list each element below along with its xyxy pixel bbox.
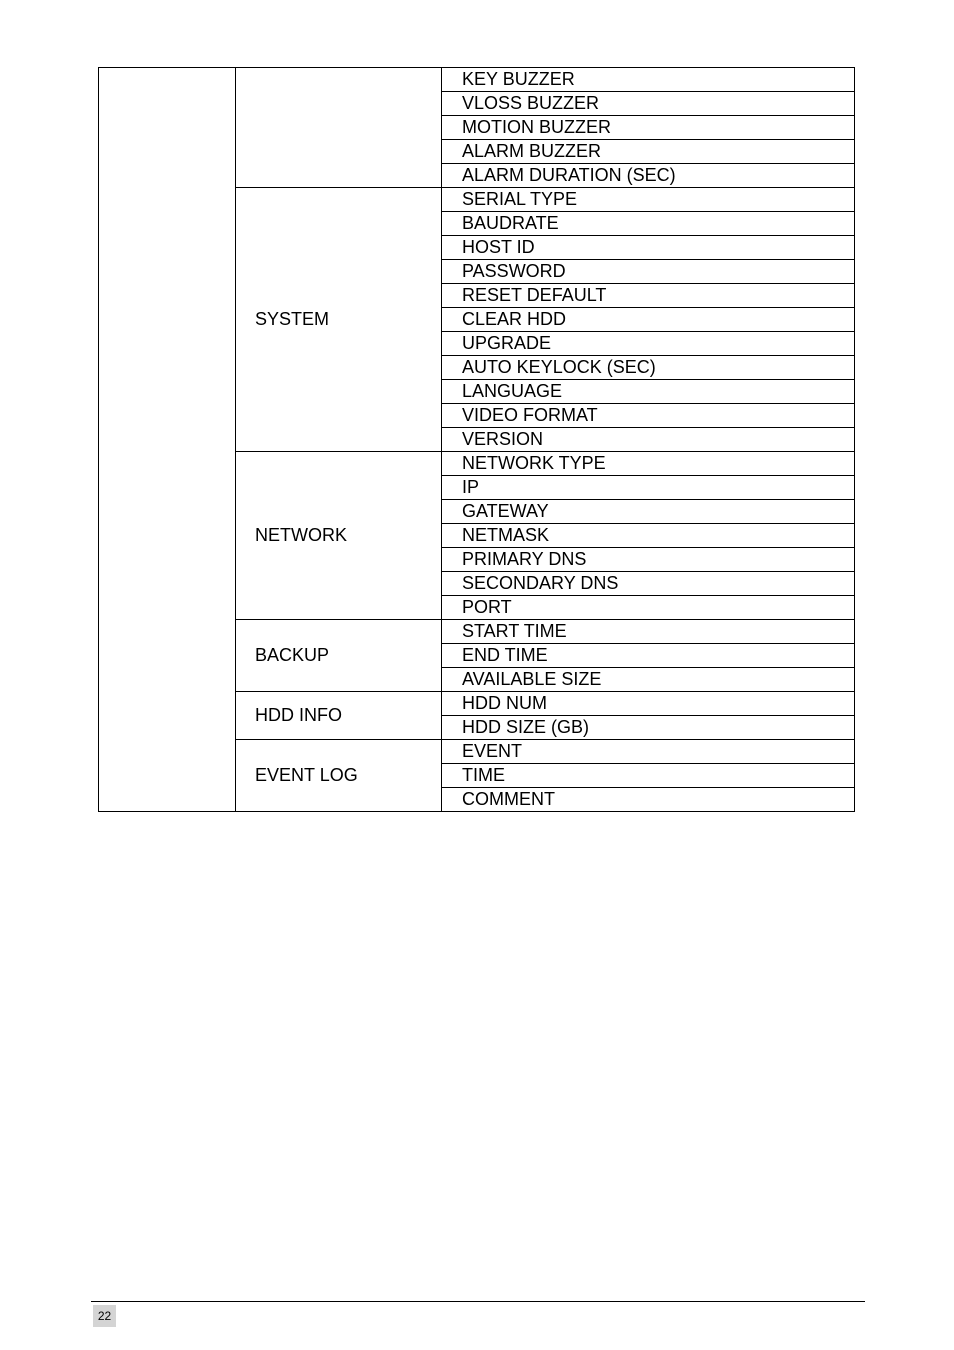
menu-item-cell: VIDEO FORMAT xyxy=(442,404,855,428)
menu-item-cell: SERIAL TYPE xyxy=(442,188,855,212)
menu-item-cell: HDD NUM xyxy=(442,692,855,716)
submenu-cell-alarm xyxy=(236,68,442,188)
menu-item-cell: NETMASK xyxy=(442,524,855,548)
menu-item-cell: BAUDRATE xyxy=(442,212,855,236)
menu-item-cell: UPGRADE xyxy=(442,332,855,356)
menu-item-cell: EVENT xyxy=(442,740,855,764)
menu-item-cell: TIME xyxy=(442,764,855,788)
page-number: 22 xyxy=(93,1305,116,1327)
menu-item-cell: COMMENT xyxy=(442,788,855,812)
menu-item-cell: CLEAR HDD xyxy=(442,308,855,332)
menu-item-cell: IP xyxy=(442,476,855,500)
menu-item-cell: AUTO KEYLOCK (SEC) xyxy=(442,356,855,380)
menu-item-cell: END TIME xyxy=(442,644,855,668)
menu-item-cell: GATEWAY xyxy=(442,500,855,524)
menu-item-cell: PRIMARY DNS xyxy=(442,548,855,572)
submenu-label-event-log: EVENT LOG xyxy=(236,740,442,812)
menu-item-cell: RESET DEFAULT xyxy=(442,284,855,308)
table-row xyxy=(99,68,855,92)
menu-item-cell: VLOSS BUZZER xyxy=(442,92,855,116)
menu-item-cell: PASSWORD xyxy=(442,260,855,284)
main-menu-cell xyxy=(99,68,236,812)
footer-divider xyxy=(91,1301,865,1302)
menu-item-cell: MOTION BUZZER xyxy=(442,116,855,140)
menu-item-cell: ALARM BUZZER xyxy=(442,140,855,164)
menu-item-cell: AVAILABLE SIZE xyxy=(442,668,855,692)
submenu-label-system: SYSTEM xyxy=(236,188,442,452)
menu-item-cell: VERSION xyxy=(442,428,855,452)
menu-item-cell: START TIME xyxy=(442,620,855,644)
menu-structure-table xyxy=(98,67,855,812)
menu-item-cell: LANGUAGE xyxy=(442,380,855,404)
menu-item-cell: KEY BUZZER xyxy=(442,68,855,92)
menu-item-cell: PORT xyxy=(442,596,855,620)
submenu-label-network: NETWORK xyxy=(236,452,442,620)
menu-item-cell: SECONDARY DNS xyxy=(442,572,855,596)
menu-item-cell: HDD SIZE (GB) xyxy=(442,716,855,740)
menu-item-cell: NETWORK TYPE xyxy=(442,452,855,476)
menu-item-cell: ALARM DURATION (SEC) xyxy=(442,164,855,188)
menu-item-cell: HOST ID xyxy=(442,236,855,260)
submenu-label-backup: BACKUP xyxy=(236,620,442,692)
submenu-label-hdd-info: HDD INFO xyxy=(236,692,442,740)
